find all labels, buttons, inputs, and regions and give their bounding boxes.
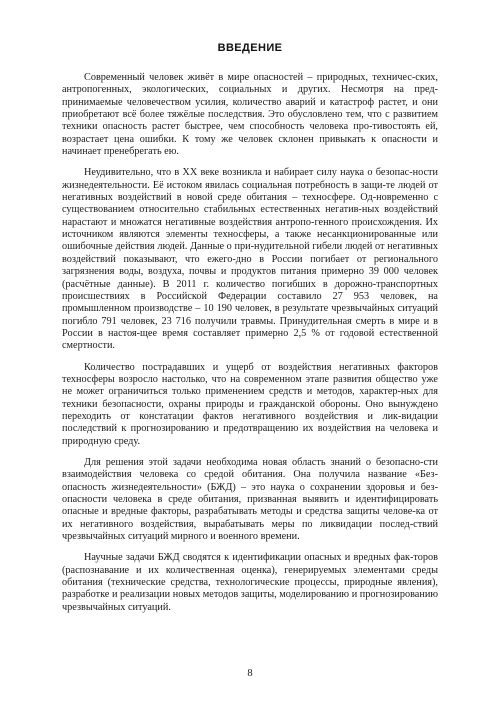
paragraph-2: Неудивительно, что в XX веке возникла и набирает силу наука о безопас-ности жизнедеятельности. Её истоком явилась социальная потребность в защи-те людей от негативных воздействий в новой среде обитания – техносфере. Од-новременно с существованием относительно стабильных естественных негатив-ных воздействий нарастают и множатся негативные воздействия антропо-генного происхождения. Их источником являются элементы техносферы, а также несанкционированные или ошибочные действия людей. Данные о при-нудительной гибели людей от негативных воздействий показывают, что ежего-дно в России погибает от регионального загрязнения воды, воздуха, почвы и продуктов питания примерно 39 000 человек (расчётные данные). В 2011 г. количество погибших в дорожно-транспортных происшествиях в Российской Федерации составило 27 953 человек, на промышленном производстве – 10 190 человек, в результате чрезвычайных ситуаций погибло 791 человек, 23 716 получили травмы. Принудительная смерть в мире и в России в настоя-щее время составляет примерно 2,5 % от годовой естественной смертности. <box>62 167 438 352</box>
paragraph-5: Научные задачи БЖД сводятся к идентификации опасных и вредных фак-торов (распознавание и их количественная оценка), генерируемых элементами среды обитания (технические средства, технологические процессы, природные явления), разработке и реализации новых методов защиты, моделированию и прогнозированию чрезвычайных ситуаций. <box>62 552 438 613</box>
page-number: 8 <box>247 668 253 679</box>
paragraph-3: Количество пострадавших и ущерб от воздействия негативных факторов техносферы возросло настолько, что на современном этапе развития общество уже не может ограничиться только применением средств и методов, характер-ных для техники безопасности, охраны природы и гражданской обороны. Оно вынуждено переходить от констатации фактов негативного воздействия и лик-видации последствий к прогнозированию и предотвращению их воздействия на человека и природную среду. <box>62 361 438 447</box>
paragraph-1: Современный человек живёт в мире опасностей – природных, техничес-ских, антропогенных, экологических, социальных и других. Несмотря на пред-принимаемые человечеством усилия, количество аварий и катастроф растет, и они приобретают всё более тяжёлые последствия. Это обусловлено тем, что с развитием техники опасность растет быстрее, чем способность человека про-тивостоять ей, возрастает цена ошибки. К тому же человек склонен привыкать к опасности и начинает пренебрегать ею. <box>62 72 438 158</box>
section-title: ВВЕДЕНИЕ <box>217 42 283 54</box>
paragraph-4: Для решения этой задачи необходима новая область знаний о безопасно-сти взаимодействия человека со средой обитания. Она получила название «Без-опасность жизнедеятельности» (БЖД) – это наука о сохранении здоровья и без-опасности человека в среде обитания, призванная выявить и идентифицировать опасные и вредные факторы, разрабатывать методы и средства защиты челове-ка от их негативного воздействия, вырабатывать меры по ликвидации послед-ствий чрезвычайных ситуаций мирного и военного времени. <box>62 456 438 543</box>
